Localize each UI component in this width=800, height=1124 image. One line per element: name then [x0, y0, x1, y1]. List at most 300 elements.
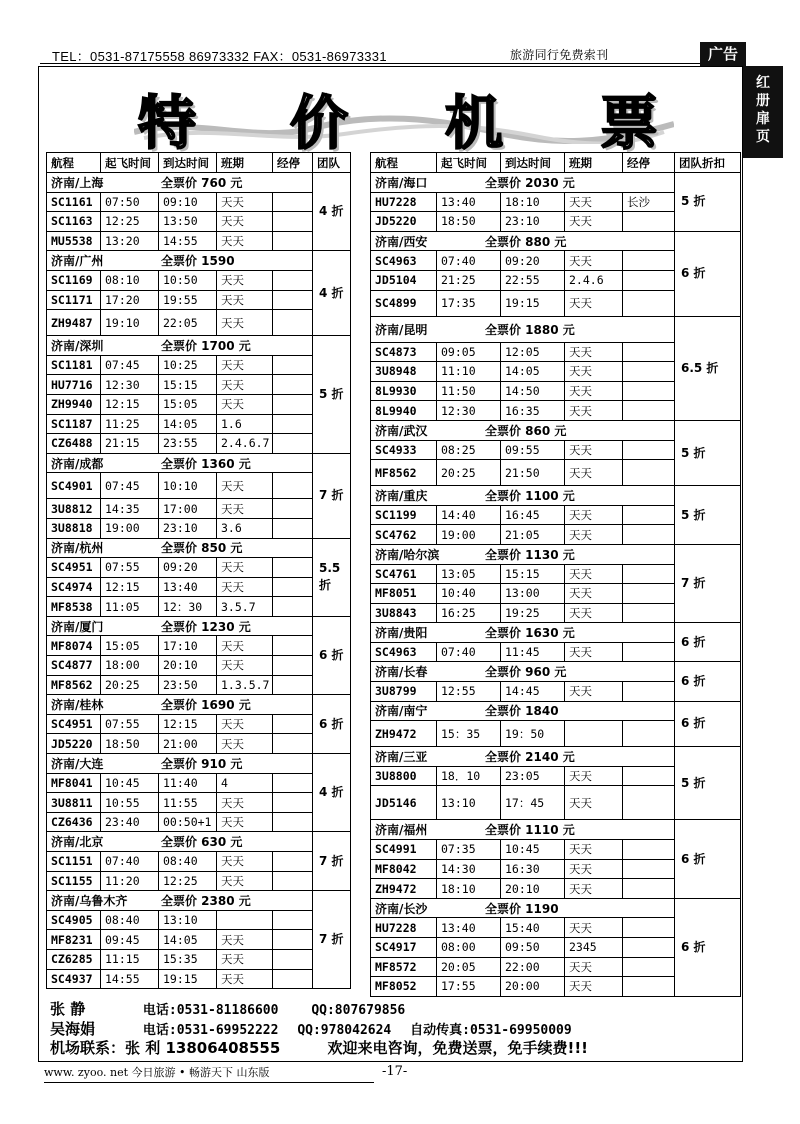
schedule [217, 910, 273, 930]
departure-time: 10:55 [101, 793, 159, 813]
arrival-time: 09:10 [159, 192, 217, 212]
stopover [273, 656, 313, 676]
departure-time: 07:55 [101, 714, 159, 734]
departure-time: 12:30 [101, 375, 159, 395]
column-header: 到达时间 [159, 153, 217, 173]
arrival-time: 21:00 [159, 734, 217, 754]
route-row [371, 701, 741, 721]
departure-time: 11:25 [101, 414, 159, 434]
schedule: 天天 [217, 969, 273, 989]
stopover [623, 584, 675, 604]
route-price: 全票价 760 元 [161, 175, 243, 190]
stopover [273, 394, 313, 414]
departure-time: 13:20 [101, 231, 159, 251]
route-price: 全票价 960 元 [485, 665, 567, 680]
route-cell [47, 832, 313, 852]
arrival-time: 08:40 [159, 852, 217, 872]
flight-number: JD5220 [371, 212, 437, 232]
departure-time: 20:05 [437, 957, 501, 977]
flight-number: SC1199 [371, 505, 437, 525]
stopover [623, 786, 675, 820]
flight-number: SC4901 [47, 473, 101, 499]
arrival-time: 10:50 [159, 270, 217, 290]
schedule: 3.6 [217, 518, 273, 538]
contact-row-1 [50, 998, 405, 1019]
column-header: 起飞时间 [101, 153, 159, 173]
route-row [371, 898, 741, 918]
departure-time: 15：35 [437, 721, 501, 747]
arrival-time: 15:15 [159, 375, 217, 395]
flight-number: HU7228 [371, 918, 437, 938]
schedule: 天天 [217, 852, 273, 872]
flight-number: 3U8811 [47, 793, 101, 813]
flight-number: SC4933 [371, 440, 437, 460]
arrival-time: 13:40 [159, 577, 217, 597]
flight-number: SC4899 [371, 290, 437, 316]
arrival-time: 16:35 [501, 401, 565, 421]
route-cell [47, 538, 313, 558]
stopover [623, 251, 675, 271]
contact-phone-2: 电话:0531-69952222 [142, 1023, 279, 1038]
stopover [273, 773, 313, 793]
route-price: 全票价 850 元 [161, 541, 243, 556]
flight-row [47, 871, 351, 891]
column-header: 团队 [313, 153, 351, 173]
departure-time: 11:15 [101, 949, 159, 969]
schedule: 天天 [217, 375, 273, 395]
flight-row [47, 414, 351, 434]
schedule: 4 [217, 773, 273, 793]
route-cell [371, 747, 675, 767]
route-row [47, 336, 351, 356]
flight-row [47, 518, 351, 538]
arrival-time: 14:05 [501, 362, 565, 382]
departure-time: 21:25 [437, 270, 501, 290]
stopover [273, 375, 313, 395]
schedule: 天天 [217, 192, 273, 212]
route-row [371, 820, 741, 840]
flight-number: SC4873 [371, 342, 437, 362]
schedule: 天天 [217, 355, 273, 375]
flight-number: MF8041 [47, 773, 101, 793]
stopover [273, 812, 313, 832]
route-name: 济南/南宁 [375, 704, 428, 719]
flight-number: 3U8799 [371, 682, 437, 702]
arrival-time: 23:50 [159, 675, 217, 695]
arrival-time: 12:15 [159, 714, 217, 734]
departure-time: 14:55 [101, 969, 159, 989]
departure-time: 17:55 [437, 977, 501, 997]
schedule: 天天 [565, 564, 623, 584]
stopover [623, 840, 675, 860]
schedule: 天天 [217, 734, 273, 754]
group-discount: 6 折 [675, 662, 741, 701]
route-name: 济南/广州 [51, 254, 104, 269]
flight-row [47, 310, 351, 336]
arrival-time: 19：50 [501, 721, 565, 747]
flight-number: CZ6436 [47, 812, 101, 832]
arrival-time: 14:45 [501, 682, 565, 702]
schedule: 天天 [565, 642, 623, 662]
arrival-time: 10:25 [159, 355, 217, 375]
departure-time: 15:05 [101, 636, 159, 656]
flight-number: SC4963 [371, 642, 437, 662]
stopover [623, 977, 675, 997]
route-name: 济南/福州 [375, 823, 428, 838]
stopover [273, 714, 313, 734]
group-discount: 5.5 折 [313, 538, 351, 616]
group-discount: 7 折 [675, 544, 741, 622]
stopover [273, 969, 313, 989]
stopover [623, 603, 675, 623]
flight-number: MF8074 [47, 636, 101, 656]
group-discount: 6 折 [313, 616, 351, 694]
contact-row-2 [50, 1018, 572, 1039]
schedule: 天天 [217, 499, 273, 519]
route-row [47, 173, 351, 193]
group-discount: 4 折 [313, 173, 351, 251]
flight-number: SC4905 [47, 910, 101, 930]
arrival-time: 19:25 [501, 603, 565, 623]
route-price: 全票价 1190 [485, 901, 559, 916]
footer-rule [44, 1082, 374, 1083]
contact-name-1: 张 静 [50, 1000, 86, 1018]
route-price: 全票价 1590 [161, 254, 235, 269]
flight-number: JD5220 [47, 734, 101, 754]
contact-name-2: 吴海娟 [50, 1020, 96, 1038]
flight-number: SC4963 [371, 251, 437, 271]
flight-number: SC4877 [47, 656, 101, 676]
schedule: 天天 [565, 977, 623, 997]
arrival-time: 15:15 [501, 564, 565, 584]
group-discount: 6 折 [675, 701, 741, 747]
schedule: 天天 [565, 290, 623, 316]
arrival-time: 15:35 [159, 949, 217, 969]
schedule: 天天 [217, 473, 273, 499]
flight-row [47, 910, 351, 930]
flight-row [47, 636, 351, 656]
arrival-time: 23:55 [159, 434, 217, 454]
departure-time: 07:40 [101, 852, 159, 872]
stopover [623, 766, 675, 786]
arrival-time: 18:10 [501, 192, 565, 212]
departure-time: 19:00 [101, 518, 159, 538]
route-name: 济南/昆明 [375, 322, 428, 337]
arrival-time: 23:05 [501, 766, 565, 786]
departure-time: 07:55 [101, 558, 159, 578]
departure-time: 07:40 [437, 642, 501, 662]
stopover [623, 505, 675, 525]
stopover [273, 910, 313, 930]
service-slogan: 欢迎来电咨询，免费送票，免手续费!!! [327, 1039, 589, 1057]
stopover [623, 381, 675, 401]
route-row [47, 453, 351, 473]
schedule: 2345 [565, 938, 623, 958]
departure-time: 14:40 [437, 505, 501, 525]
route-price: 全票价 1130 元 [485, 547, 575, 562]
schedule: 天天 [565, 362, 623, 382]
route-cell [371, 486, 675, 506]
departure-time: 11:05 [101, 597, 159, 617]
departure-time: 18:50 [101, 734, 159, 754]
arrival-time: 10:45 [501, 840, 565, 860]
schedule: 天天 [565, 603, 623, 623]
route-name: 济南/长沙 [375, 901, 428, 916]
arrival-time: 16:45 [501, 505, 565, 525]
flight-row [47, 675, 351, 695]
stopover [623, 212, 675, 232]
departure-time: 13:40 [437, 192, 501, 212]
flight-number: SC1169 [47, 270, 101, 290]
flight-row [47, 734, 351, 754]
route-price: 全票价 1110 元 [485, 823, 575, 838]
route-cell [371, 820, 675, 840]
airport-contact: 机场联系：张 利 13806408555 [50, 1039, 281, 1057]
route-name: 济南/杭州 [51, 541, 104, 556]
arrival-time: 22:05 [159, 310, 217, 336]
schedule: 1.3.5.7 [217, 675, 273, 695]
stopover [623, 564, 675, 584]
route-row [47, 832, 351, 852]
arrival-time: 19:55 [159, 290, 217, 310]
route-name: 济南/厦门 [51, 619, 104, 634]
flight-number: 3U8818 [47, 518, 101, 538]
route-price: 全票价 1840 [485, 704, 559, 719]
route-name: 济南/三亚 [375, 750, 428, 765]
route-name: 济南/哈尔滨 [375, 547, 440, 562]
stopover [273, 414, 313, 434]
route-cell [47, 251, 313, 271]
departure-time: 12:15 [101, 577, 159, 597]
flight-row [47, 714, 351, 734]
group-discount: 6.5 折 [675, 316, 741, 420]
departure-time: 07:40 [437, 251, 501, 271]
route-name: 济南/武汉 [375, 423, 428, 438]
flight-number: CZ6488 [47, 434, 101, 454]
route-name: 济南/海口 [375, 175, 428, 190]
schedule: 天天 [217, 558, 273, 578]
departure-time: 16:25 [437, 603, 501, 623]
departure-time: 18．10 [437, 766, 501, 786]
stopover [273, 212, 313, 232]
departure-time: 12:30 [437, 401, 501, 421]
ad-badge: 广告 [700, 42, 746, 66]
flight-number: ZH9940 [47, 394, 101, 414]
column-header: 班期 [565, 153, 623, 173]
route-name: 济南/长春 [375, 665, 428, 680]
group-discount: 5 折 [675, 747, 741, 820]
flight-number: 3U8843 [371, 603, 437, 623]
route-price: 全票价 1360 元 [161, 456, 251, 471]
schedule: 天天 [565, 859, 623, 879]
departure-time: 08:10 [101, 270, 159, 290]
route-price: 全票价 2380 元 [161, 893, 251, 908]
flight-number: MF8562 [371, 460, 437, 486]
flight-number: JD5146 [371, 786, 437, 820]
side-tab-label: 红册扉页 [756, 75, 770, 145]
flight-number: HU7716 [47, 375, 101, 395]
stopover [623, 525, 675, 545]
flight-number: SC4762 [371, 525, 437, 545]
schedule: 天天 [565, 840, 623, 860]
stopover [623, 721, 675, 747]
flight-number: MF8562 [47, 675, 101, 695]
route-cell [371, 173, 675, 193]
flight-row [47, 949, 351, 969]
flight-number: ZH9487 [47, 310, 101, 336]
departure-time: 13:05 [437, 564, 501, 584]
column-header: 航程 [371, 153, 437, 173]
flight-number: SC4761 [371, 564, 437, 584]
schedule: 天天 [565, 525, 623, 545]
stopover [623, 682, 675, 702]
departure-time: 07:50 [101, 192, 159, 212]
route-name: 济南/深圳 [51, 338, 104, 353]
route-row [371, 486, 741, 506]
title-char-4: 票 [600, 89, 659, 157]
route-name: 济南/乌鲁木齐 [51, 893, 128, 908]
route-cell [47, 616, 313, 636]
departure-time: 07:45 [101, 355, 159, 375]
route-cell [371, 701, 675, 721]
column-header: 航程 [47, 153, 101, 173]
departure-time: 11:10 [437, 362, 501, 382]
route-cell [371, 420, 675, 440]
stopover [273, 270, 313, 290]
schedule: 3.5.7 [217, 597, 273, 617]
schedule: 天天 [565, 212, 623, 232]
schedule: 天天 [565, 192, 623, 212]
stopover [273, 675, 313, 695]
arrival-time: 10:10 [159, 473, 217, 499]
schedule: 2.4.6 [565, 270, 623, 290]
route-cell [47, 453, 313, 473]
stopover [623, 342, 675, 362]
route-name: 济南/上海 [51, 175, 104, 190]
arrival-time: 20:10 [159, 656, 217, 676]
departure-time: 18:50 [437, 212, 501, 232]
arrival-time: 13:50 [159, 212, 217, 232]
schedule: 1.6 [217, 414, 273, 434]
arrival-time: 23:10 [159, 518, 217, 538]
route-cell [371, 623, 675, 643]
group-discount: 5 折 [675, 173, 741, 232]
group-discount: 6 折 [675, 623, 741, 662]
flight-row [47, 930, 351, 950]
schedule: 天天 [565, 460, 623, 486]
flight-row [47, 270, 351, 290]
route-price: 全票价 630 元 [161, 835, 243, 850]
column-header: 团队折扣 [675, 153, 741, 173]
route-name: 济南/成都 [51, 456, 104, 471]
departure-time: 14:35 [101, 499, 159, 519]
schedule: 天天 [565, 786, 623, 820]
route-row [47, 616, 351, 636]
stopover: 长沙 [623, 192, 675, 212]
arrival-time: 21:05 [501, 525, 565, 545]
departure-time: 12:15 [101, 394, 159, 414]
schedule: 天天 [217, 310, 273, 336]
stopover [623, 270, 675, 290]
departure-time: 07:45 [101, 473, 159, 499]
schedule: 天天 [565, 918, 623, 938]
flight-number: SC1171 [47, 290, 101, 310]
route-row [47, 695, 351, 715]
stopover [273, 577, 313, 597]
route-cell [371, 231, 675, 251]
route-cell [47, 173, 313, 193]
route-row [371, 623, 741, 643]
stopover [273, 434, 313, 454]
stopover [273, 793, 313, 813]
header-rule [40, 63, 700, 64]
arrival-time: 21:50 [501, 460, 565, 486]
route-row [371, 316, 741, 342]
route-name: 济南/大连 [51, 756, 104, 771]
route-row [47, 754, 351, 774]
arrival-time: 12：30 [159, 597, 217, 617]
arrival-time: 11:55 [159, 793, 217, 813]
schedule: 天天 [217, 636, 273, 656]
route-price: 全票价 1230 元 [161, 619, 251, 634]
column-header: 班期 [217, 153, 273, 173]
group-discount: 6 折 [675, 898, 741, 996]
schedule: 天天 [217, 212, 273, 232]
group-discount: 6 折 [675, 820, 741, 898]
flight-number: MU5538 [47, 231, 101, 251]
arrival-time: 09:20 [159, 558, 217, 578]
arrival-time: 16:30 [501, 859, 565, 879]
schedule: 天天 [217, 231, 273, 251]
stopover [273, 930, 313, 950]
schedule: 天天 [565, 766, 623, 786]
departure-time: 21:15 [101, 434, 159, 454]
column-header: 起飞时间 [437, 153, 501, 173]
flight-number: SC4917 [371, 938, 437, 958]
departure-time: 09:05 [437, 342, 501, 362]
route-price: 全票价 1880 元 [485, 322, 575, 337]
route-price: 全票价 1100 元 [485, 488, 575, 503]
flight-row [47, 212, 351, 232]
route-price: 全票价 910 元 [161, 756, 243, 771]
schedule: 天天 [217, 394, 273, 414]
departure-time: 18:10 [437, 879, 501, 899]
flight-row [47, 394, 351, 414]
arrival-time: 14:05 [159, 930, 217, 950]
schedule: 天天 [565, 682, 623, 702]
schedule [565, 721, 623, 747]
flight-row [47, 473, 351, 499]
stopover [623, 362, 675, 382]
flight-row [47, 434, 351, 454]
stopover [273, 473, 313, 499]
schedule: 天天 [217, 577, 273, 597]
side-tab [743, 66, 783, 158]
departure-time: 19:00 [437, 525, 501, 545]
stopover [623, 918, 675, 938]
departure-time: 11:20 [101, 871, 159, 891]
stopover [623, 440, 675, 460]
route-price: 全票价 2030 元 [485, 175, 575, 190]
header-slogan: 旅游同行免费索刊 [510, 48, 609, 62]
flight-row [47, 597, 351, 617]
schedule: 天天 [217, 949, 273, 969]
schedule: 天天 [217, 793, 273, 813]
schedule: 天天 [217, 656, 273, 676]
title-char-2: 价 [290, 89, 349, 157]
flight-number: MF8538 [47, 597, 101, 617]
schedule: 天天 [565, 584, 623, 604]
